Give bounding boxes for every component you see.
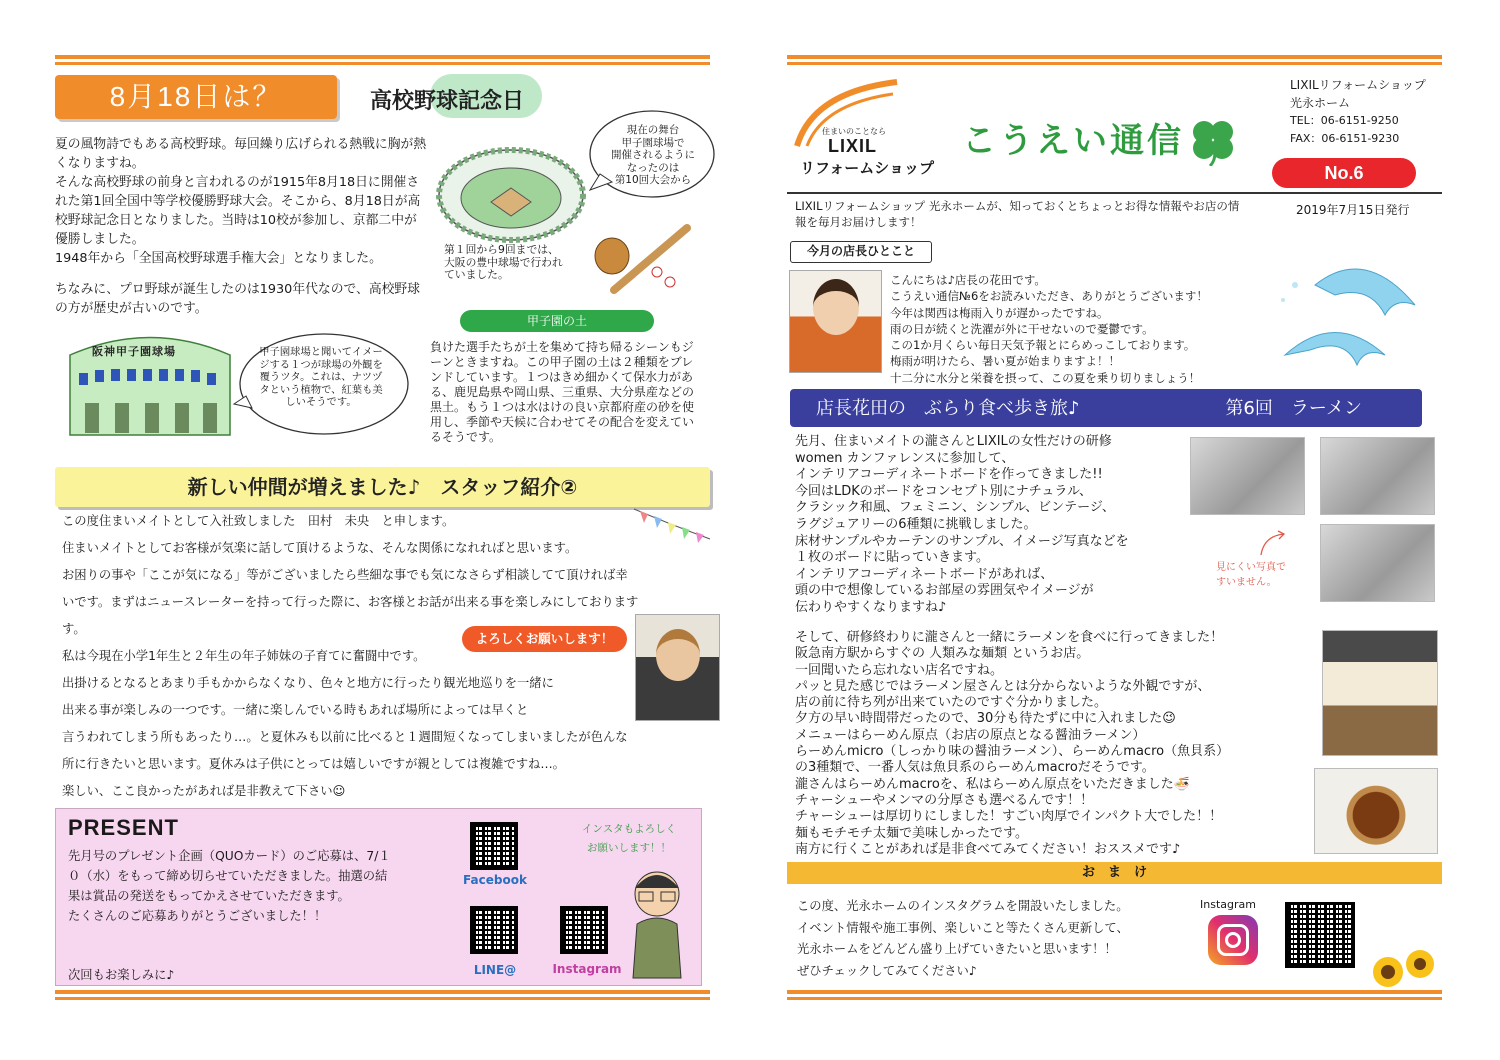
staff-photo <box>635 614 720 721</box>
tour-line: の3種類で、一番人気は魚貝系のらーめんmacroだそうです。 <box>795 760 1155 776</box>
soil-label: 甲子園の土 <box>460 310 654 332</box>
logo-small-text: 住まいのことなら <box>822 127 886 136</box>
instagram-label-left[interactable]: Instagram <box>552 962 622 976</box>
manager-face <box>813 279 859 335</box>
tour-line: 頭の中で想像しているお部屋の雰囲気やイメージが <box>795 583 1094 599</box>
tour-banner-left: 店長花田の ぶらり食べ歩き旅♪ <box>816 398 1080 419</box>
tour-line: 一回聞いたら忘れない店名ですね。 <box>795 662 1004 678</box>
manager-photo <box>789 270 882 373</box>
bottom-rule-left <box>55 990 710 1000</box>
staff-line: 楽しい、ここ良かったがあれば是非教えて下さい☺ <box>62 784 346 798</box>
baseball-history-paragraph: 夏の風物詩でもある高校野球。毎回繰り広げられる熱戦に胸が熱くなりますね。 そんな高校野球の前身と言われるのが1915年8月18日に開催された第1回全国中等学校優勝野球大会。そこから、8月18日が高校野球記念日となりました。当時は10校が参加し、京都二中が優勝しました。 1948年から「全国高校野球選手権大会」となりました。 <box>55 137 427 266</box>
tour-line: パッと見た感じではラーメン屋さんとは分からないような外観ですが、 <box>795 678 1211 694</box>
newsletter-title: こうえい通信 <box>962 121 1184 161</box>
instagram-icon[interactable] <box>1208 915 1258 965</box>
facebook-label[interactable]: Facebook <box>463 873 527 887</box>
omake-text <box>797 896 1197 982</box>
staff-line: この度住まいメイトとして入社致しました 田村 未央 と申します。 <box>62 514 455 528</box>
sunflower-icon <box>1368 948 1442 990</box>
intro-text: LIXILリフォームショップ 光永ホームが、知っておくとちょっとお得な情報やお店の情報を毎月お届けします！ <box>795 199 1240 229</box>
tour-line: インテリアコーディネートボードを作ってきました!! <box>795 467 1103 483</box>
staff-banner <box>55 467 710 507</box>
omake-instagram-label[interactable]: Instagram <box>1200 898 1256 911</box>
board-photo-2 <box>1320 437 1435 515</box>
tour-banner-right: 第6回 ラーメン <box>1225 398 1362 419</box>
logo-brand: LIXIL <box>828 136 877 156</box>
omake-line: ぜひチェックしてみてください♪ <box>797 963 977 978</box>
omake-line: 光永ホームをどんどん盛り上げていきたいと思います！！ <box>797 942 1117 956</box>
company-name: 光永ホーム <box>1290 96 1351 110</box>
shop-front-photo <box>1322 630 1438 756</box>
top-rule-right <box>787 55 1442 65</box>
present-body: 先月号のプレゼント企画（QUOカード）のご応募は、7/１０（水）をもって締め切らせていただきました。抽選の結果は賞品の発送をもってかえさせていただきます。 たくさんのご応募ありがとうございました！！ <box>68 849 391 923</box>
staff-line: お困りの事や「ここが気になる」等がございましたら些細な事でも気になさらず相談してて頂ければ幸 <box>62 568 628 582</box>
manager-line: 雨の日が続くと洗濯が外に干せないので憂鬱です。 <box>890 321 1154 336</box>
present-title: PRESENT <box>68 815 179 840</box>
tour-line: 今回はLDKのボードをコンセプト別にナチュラル、 <box>795 483 1092 499</box>
staff-line: いです。まずはニュースレーターを持って行った際に、お客様とお話が出来る事を楽しみにしております <box>62 595 639 609</box>
tour-line: そして、研修終わりに瀧さんと一緒にラーメンを食べに行ってきました！ <box>795 630 1224 645</box>
heading-title-baseball-day: 高校野球記念日 <box>370 89 525 114</box>
staff-line: 私は今現在小学1年生と２年生の年子姉妹の子育てに奮闘中です。 <box>62 649 426 663</box>
tour-line: インテリアコーディネートボードがあれば、 <box>795 566 1054 582</box>
stadium-illustration <box>436 140 586 245</box>
tour-line: チャーシューは厚切りにしました！すごい肉厚でインパクト大でした！！ <box>795 809 1223 825</box>
tour-line: メニューはらーめん原点（お店の原点となる醤油ラーメン） <box>795 727 1146 743</box>
header-divider <box>787 192 1442 194</box>
arrow-icon <box>1258 530 1288 558</box>
bubble-ivy-text: 甲子園球場と聞いてイメージする１つが球場の外観を覆うツタ。これは、ナツヅタという植物で、紅葉も美しいそうです。 <box>259 346 383 408</box>
heading-aug18-text: 8月18日は？ <box>109 81 283 112</box>
manager-line: こうえい通信№6をお読みいただき、ありがとうございます！ <box>890 289 1208 304</box>
tour-line: 南方に行くことがあれば是非食べてみてください！おススメです♪ <box>795 841 1181 857</box>
tour-paragraph-2 <box>795 630 1315 858</box>
tour-line: 床材サンプルやカーテンのサンプル、イメージ写真などを <box>795 533 1129 549</box>
board-photo-3 <box>1320 524 1435 602</box>
tour-line: １枚のボードに貼っていきます。 <box>795 550 989 566</box>
tour-line: クラシック和風、フェミニン、シンプル、ビンテージ、 <box>795 500 1115 516</box>
line-qr-icon[interactable] <box>470 906 518 954</box>
omake-line: この度、光永ホームのインスタグラムを開設いたしました。 <box>797 899 1129 913</box>
photo-note: 見にくい写真で すいません。 <box>1216 562 1286 588</box>
soil-paragraph: 負けた選手たちが土を集めて持ち帰るシーンもジーンときますね。この甲子園の土は２種類をブレンドしています。１つはきめ細かくて保水力がある、鹿児島県や岡山県、三重県、大分県産などの黒土。もう１つは水はけの良い京都府産の砂を使用し、季節や天候に合わせてその配合を変えているそうです。 <box>430 340 695 444</box>
tour-line: 先月、住まいメイトの瀧さんとLIXILの女性だけの研修 <box>795 434 1112 449</box>
staff-line: 出掛けるとなるとあまり手もかからなくなり、色々と地方に行ったり観光地巡りを一緒に <box>62 676 554 690</box>
issue-badge: No.6 <box>1272 158 1416 188</box>
heading-box-aug18 <box>55 75 337 119</box>
tour-line: チャーシューやメンマの分厚さも選べるんです！！ <box>795 792 1094 808</box>
staff-intro-text <box>62 510 702 807</box>
present-footer: 次回もお楽しみに♪ <box>68 968 175 982</box>
manager-line: 今年は関西は梅雨入りが遅かったですね。 <box>890 305 1109 320</box>
bat-glove-icon <box>592 222 702 297</box>
staff-line: す。 <box>62 622 86 636</box>
ramen-photo <box>1314 768 1438 854</box>
contact-block <box>1290 76 1426 148</box>
staff-line: 出来る事が楽しみの一つです。一緒に楽しんでいる時もあれば場所によっては早くと <box>62 703 529 717</box>
issue-date: 2019年7月15日発行 <box>1296 203 1410 217</box>
staff-line: 言うわれてしまう所もあったり…。と夏休みも以前に比べると１週間短くなってしまいましたが色んな <box>62 730 628 744</box>
tel: TEL：06-6151-9250 <box>1290 114 1399 127</box>
logo-shop: リフォームショップ <box>800 159 934 177</box>
staff-face <box>656 629 700 681</box>
instagram-qr-right-icon[interactable] <box>1285 902 1355 968</box>
instagram-qr-icon[interactable] <box>560 906 608 954</box>
clover-icon <box>1188 114 1238 166</box>
manager-line: 十二分に水分と栄養を摂って、この夏を乗り切りましょう！ <box>890 370 1201 385</box>
facebook-qr-icon[interactable] <box>470 822 518 870</box>
koshien-sign: 阪神甲子園球場 <box>92 345 176 358</box>
staff-banner-text: 新しい仲間が増えました♪ スタッフ紹介② <box>187 475 578 499</box>
fax: FAX：06-6151-9230 <box>1290 132 1400 145</box>
stadium-caption: 第１回から9回までは、 大阪の豊中球場で行われ ていました。 <box>444 243 563 281</box>
manager-line: 梅雨が明けたら、暑い夏が始まりますよ！！ <box>890 354 1120 369</box>
omake-line: イベント情報や施工事例、楽しいこと等たくさん更新して、 <box>797 920 1129 935</box>
manager-line: こんにちは♪店長の花田です。 <box>890 273 1046 287</box>
tour-line: 夕方の早い時間帯だったので、30分も待たずに中に入れました😉 <box>795 711 1176 727</box>
board-photo-1 <box>1190 437 1305 515</box>
line-label[interactable]: LINE@ <box>473 963 517 977</box>
tour-line: women カンファレンスに参加して、 <box>795 450 1015 466</box>
instagram-icon-lens <box>1225 932 1241 948</box>
dolphins-illustration <box>1275 245 1435 380</box>
man-illustration <box>625 866 689 982</box>
greeting-badge: よろしくお願いします！ <box>462 626 627 652</box>
tour-line: 店の前に待ち列が出来ていたのですぐ分かりました。 <box>795 695 1108 711</box>
manager-label: 今月の店長ひとこと <box>790 241 932 263</box>
staff-line: 所に行きたいと思います。夏休みは子供にとっては嬉しいですが親としては複雑ですね…。 <box>62 757 565 771</box>
bottom-rule-right <box>787 990 1442 1000</box>
tour-line: 瀧さんはらーめんmacroを、私はらーめん原点をいただきました🍜 <box>795 776 1190 792</box>
tour-line: 麺もモチモチ太麺で美味しかったです。 <box>795 825 1028 841</box>
insta-bubble-text: インスタもよろしく お願いします！！ <box>581 823 677 854</box>
omake-banner <box>787 862 1442 884</box>
tour-line: らーめんmicro（しっかり味の醤油ラーメン）、らーめんmacro（魚貝系） <box>795 744 1230 760</box>
omake-label: お ま け <box>1081 865 1147 880</box>
tour-line: ラグジュアリーの6種類に挑戦しました。 <box>795 516 1037 532</box>
tour-banner <box>790 389 1422 427</box>
pro-baseball-paragraph: ちなみに、プロ野球が誕生したのは1930年代なので、高校野球の方が歴史が古いのです。 <box>55 282 421 316</box>
tour-paragraph-1 <box>795 434 1195 617</box>
manager-message <box>890 272 1270 386</box>
tour-line: 伝わりやすくなりますね♪ <box>795 599 947 615</box>
staff-line: 住まいメイトとしてお客様が気楽に話して頂けるような、そんな関係になれればと思います。 <box>62 541 578 555</box>
shop-name: LIXILリフォームショップ <box>1290 78 1426 92</box>
top-rule-left <box>55 55 710 65</box>
tour-line: 阪急南方駅からすぐの 人類みな麺類 というお店。 <box>795 646 1090 662</box>
manager-line: この1か月くらい毎日天気予報とにらめっこしております。 <box>890 338 1196 353</box>
bubble-stadium-text: 現在の舞台 甲子園球場で 開催されるように なったのは 第10回大会から <box>611 124 695 186</box>
